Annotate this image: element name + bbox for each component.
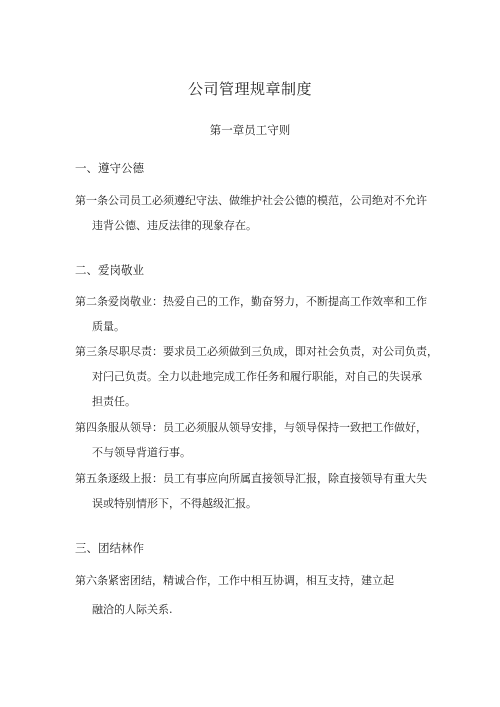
section-heading: 三、团结林作 bbox=[75, 541, 144, 555]
article-paragraph bbox=[75, 339, 445, 414]
section-heading: 二、爱岗敬业 bbox=[75, 263, 144, 277]
article-line: 第三条尽职尽责：要求员工必须做到三负成，即对社会负责，对公司负责， bbox=[75, 345, 438, 358]
article-line: 质量。 bbox=[92, 320, 125, 333]
article-paragraph bbox=[75, 568, 445, 622]
section-heading: 一、遵守公德 bbox=[75, 161, 144, 175]
article-line: 第二条爱岗敬业：热爱自己的工作，勤奋努力，不断提高工作效率和工作 bbox=[75, 295, 427, 308]
article-paragraph bbox=[75, 188, 445, 238]
article-line: 第一条公司员工必须遵纪守法、做维护社会公德的模范，公司绝对不允许 bbox=[75, 194, 427, 207]
article-line: 第六条紧密团结，精诚合作，工作中相互协调，相互支持，建立起 bbox=[75, 574, 394, 587]
article-line: 第四条服从领导：员工必须服从领导安排，与领导保持一致把工作做好， bbox=[75, 421, 427, 434]
article-line: 误或特别情形下，不得越级汇报。 bbox=[92, 497, 257, 510]
chapter-heading: 第一章员工守则 bbox=[209, 123, 291, 137]
article-line: 融洽的人际关系. bbox=[92, 603, 173, 616]
article-paragraph bbox=[75, 466, 445, 516]
article-line: 违背公德、违反法律的现象存在。 bbox=[92, 219, 257, 232]
article-paragraph bbox=[75, 415, 445, 465]
article-line: 担责任。 bbox=[92, 395, 136, 408]
document-title: 公司管理规章制度 bbox=[187, 80, 312, 98]
article-line: 第五条逐级上报：员工有事应向所属直接领导汇报，除直接领导有重大失 bbox=[75, 472, 427, 485]
article-paragraph bbox=[75, 289, 445, 339]
article-line: 对闩己负责。全力以赴地完成工作任务和履行职能，对自己的失误承 bbox=[92, 370, 422, 383]
article-line: 不与领导背道行事。 bbox=[92, 446, 191, 459]
